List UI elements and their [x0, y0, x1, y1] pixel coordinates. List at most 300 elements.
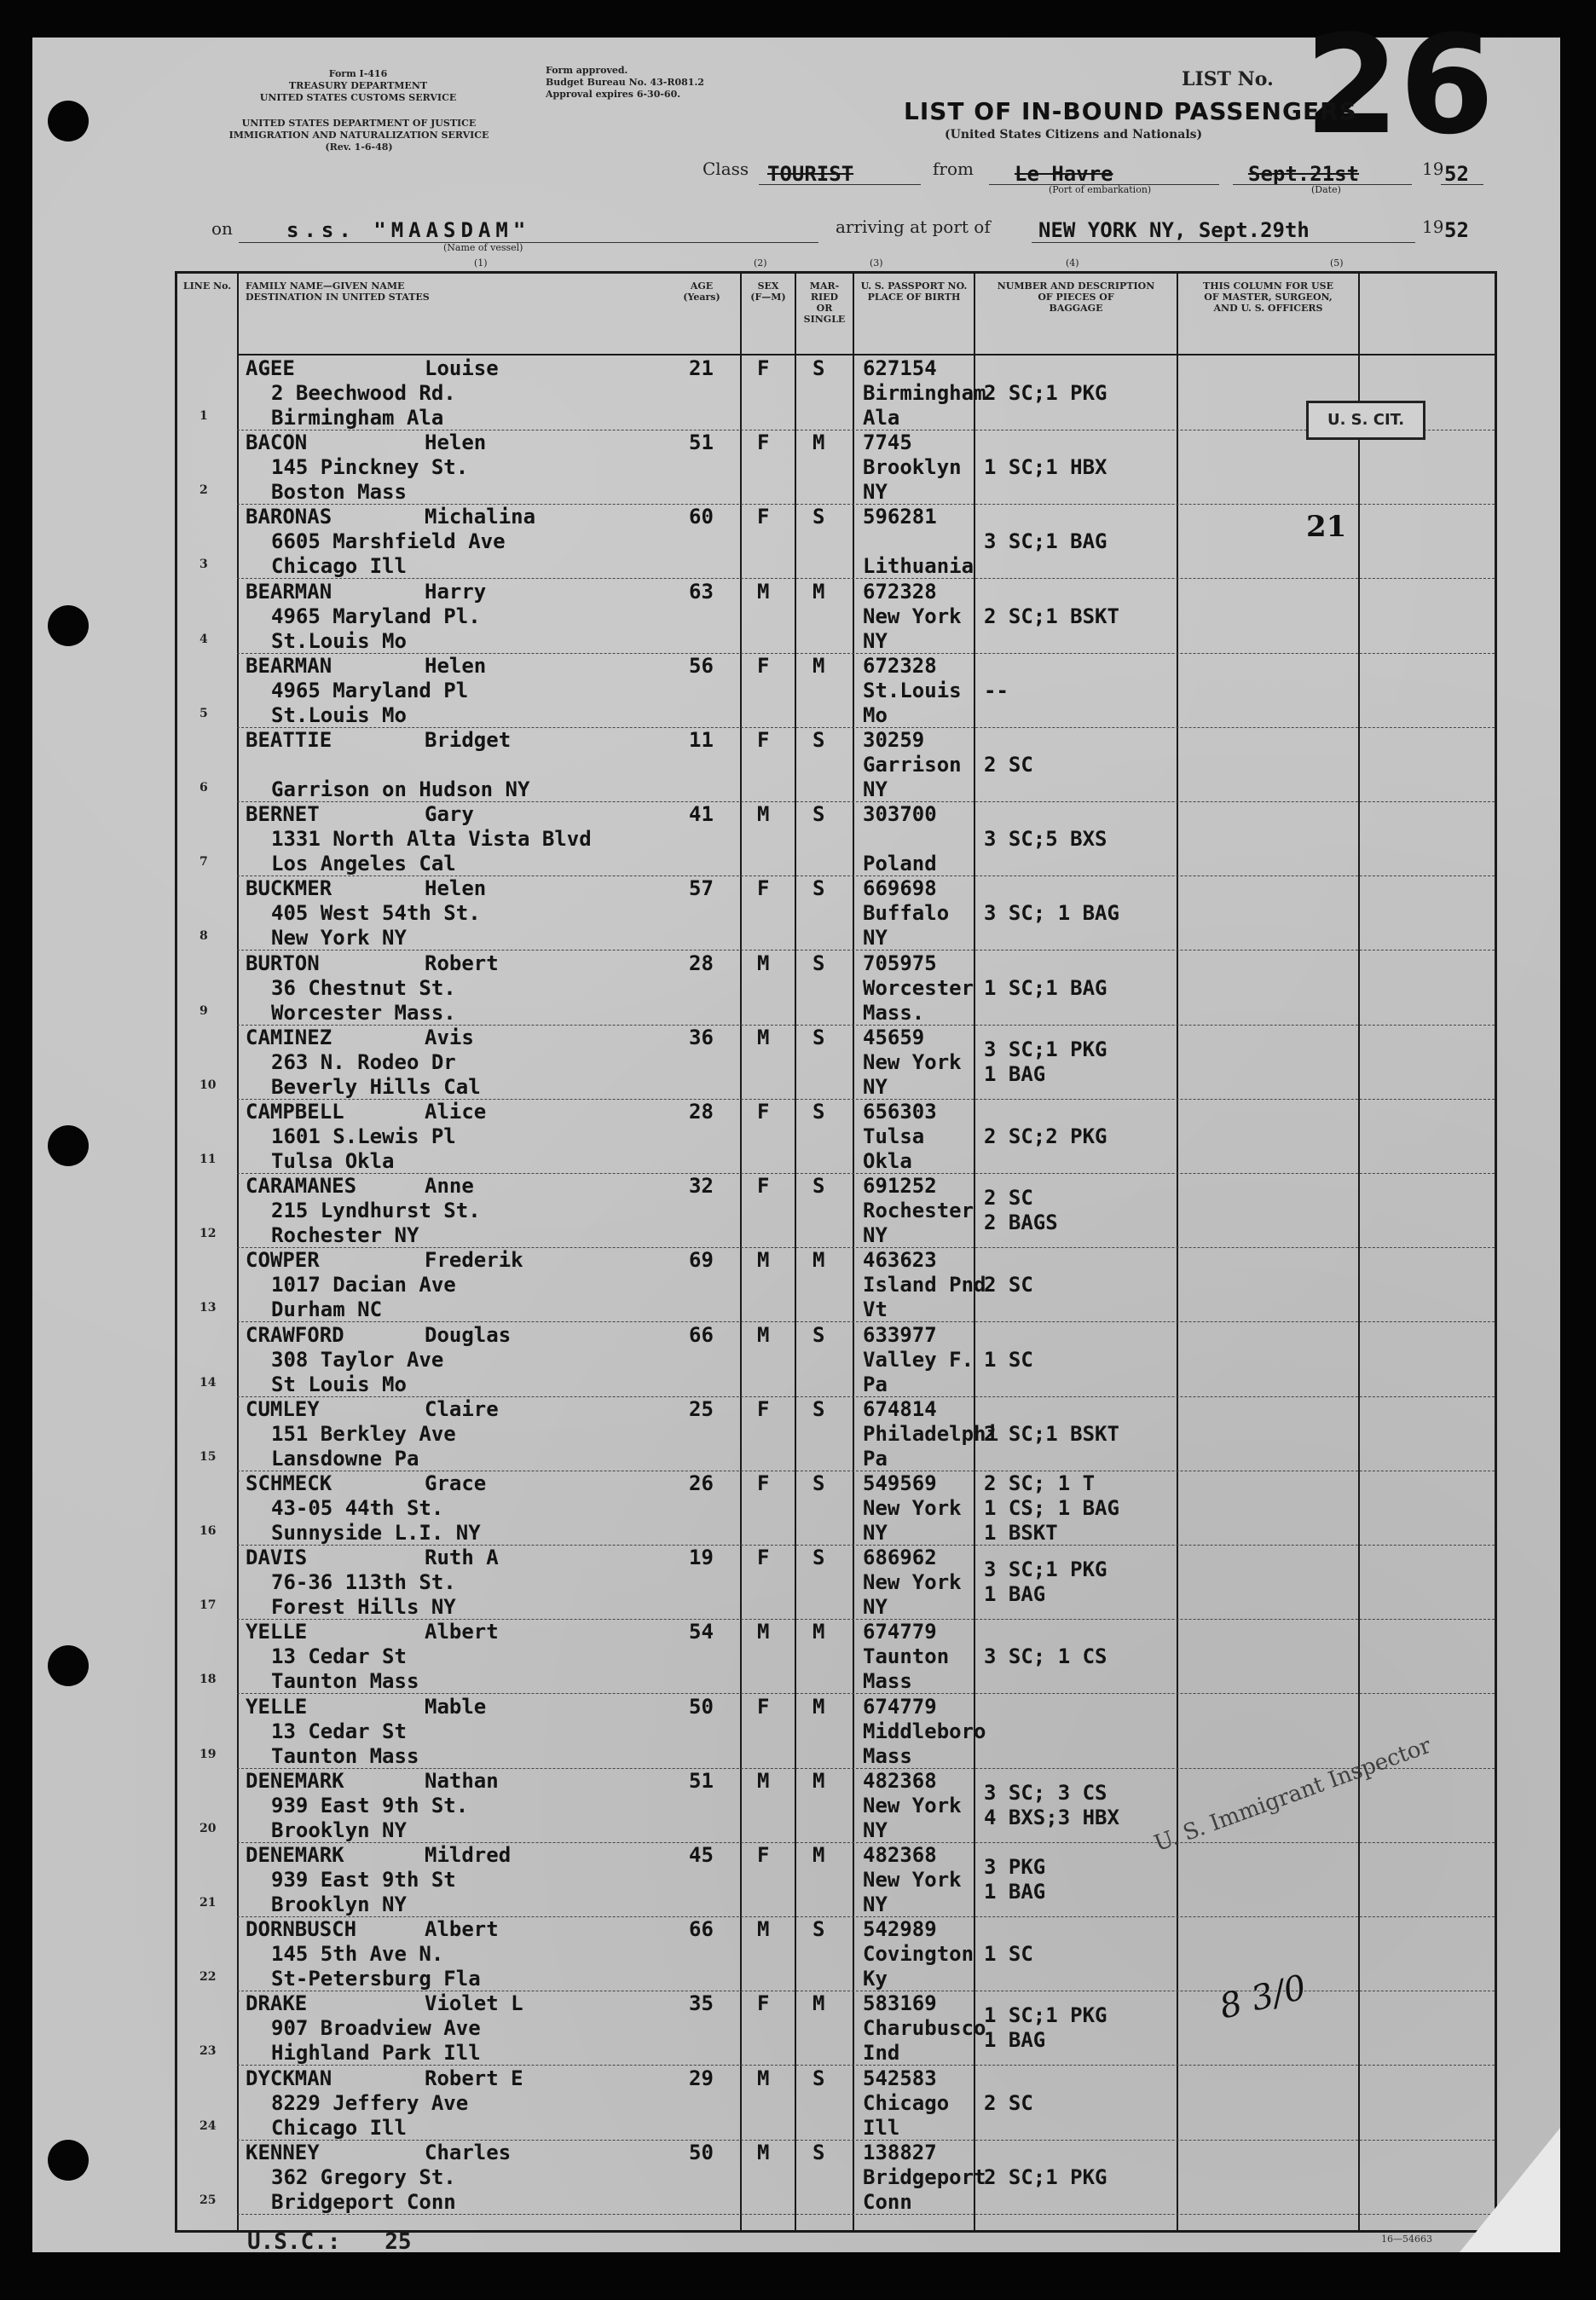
punch-hole [48, 1645, 89, 1686]
marital-status: M [812, 1620, 825, 1644]
destination-line: Los Angeles Cal [271, 852, 456, 876]
justice-dept: UNITED STATES DEPARTMENT OF JUSTICE [241, 118, 477, 129]
marital-status: S [812, 1025, 825, 1049]
passport-number: 705975 [863, 951, 937, 975]
birthplace-line: Ind [863, 2041, 900, 2066]
inspector-stamp: U. S. Immigrant Inspector [1151, 1732, 1435, 1858]
table-row [177, 2066, 1495, 2141]
sex: F [757, 356, 770, 380]
age: 35 [689, 1991, 714, 2016]
table-row [177, 1026, 1495, 1100]
sex: M [757, 1768, 770, 1793]
marital-status: S [812, 2140, 825, 2164]
baggage: 2 SC;2 PKG [984, 1124, 1107, 1148]
passport-number: 542583 [863, 2066, 937, 2090]
passport-number: 669698 [863, 876, 937, 901]
passport-number: 482368 [863, 1768, 937, 1793]
baggage: 1 CS; 1 BAG [984, 1496, 1119, 1520]
baggage: 4 BXS;3 HBX [984, 1805, 1119, 1829]
baggage: 3 SC;1 BAG [984, 529, 1107, 554]
marital-status: M [812, 1843, 825, 1867]
baggage: 3 SC;1 PKG [984, 1557, 1107, 1582]
address-line: 1331 North Alta Vista Blvd [271, 827, 592, 852]
baggage: 1 BSKT [984, 1521, 1058, 1545]
surname: CRAWFORD [246, 1322, 344, 1347]
marital-status: S [812, 356, 825, 380]
header-age: AGE (Years) [683, 280, 720, 303]
age: 50 [689, 1694, 714, 1719]
baggage: 2 SC [984, 2090, 1033, 2115]
line-number: 20 [200, 1821, 217, 1835]
line-number: 2 [200, 483, 208, 498]
birthplace-line: Mass [863, 1669, 912, 1694]
birthplace-line: Lithuania [863, 554, 974, 579]
given-name: Alice [425, 1100, 487, 1124]
age: 50 [689, 2140, 714, 2164]
age: 63 [689, 579, 714, 604]
table-row [177, 2141, 1495, 2215]
class-value: TOURIST [767, 162, 854, 186]
destination-line: Bridgeport Conn [271, 2189, 456, 2214]
given-name: Ruth A [425, 1546, 499, 1570]
table-row [177, 728, 1495, 802]
birthplace-line: Birmingham [863, 381, 986, 405]
marital-status: S [812, 1100, 825, 1124]
destination-line: Sunnyside L.I. NY [271, 1521, 481, 1545]
age: 19 [689, 1546, 714, 1570]
baggage: 2 SC; 1 T [984, 1471, 1096, 1495]
birthplace-line: Okla [863, 1149, 912, 1173]
usc-total-value: 25 [385, 2229, 412, 2255]
birthplace-line: Buffalo [863, 901, 950, 926]
passport-number: 583169 [863, 1991, 937, 2016]
marital-status: S [812, 1471, 825, 1495]
birthplace-line: Garrison [863, 753, 962, 777]
approval-line: Form approved. [546, 65, 628, 76]
baggage: 2 SC;1 PKG [984, 381, 1107, 405]
destination-line: Highland Park Ill [271, 2041, 481, 2066]
line-number: 6 [200, 781, 208, 795]
destination-line: Rochester NY [271, 1223, 419, 1248]
line-number: 11 [200, 1153, 217, 1166]
birthplace-line: New York [863, 604, 962, 628]
header-line-no: LINE No. [182, 280, 232, 292]
address-line: 907 Broadview Ave [271, 2016, 481, 2041]
birthplace-line: New York [863, 1570, 962, 1595]
table-row [177, 1397, 1495, 1471]
header-rule [237, 354, 1495, 355]
birthplace-line: Ill [863, 2115, 900, 2140]
surname: DORNBUSCH [246, 1917, 357, 1942]
passport-number: 691252 [863, 1174, 937, 1199]
surname: AGEE [246, 356, 295, 380]
surname: BARONAS [246, 505, 332, 529]
line-number: 22 [200, 1970, 217, 1985]
destination-line: St-Petersburg Fla [271, 1967, 481, 1991]
passport-number: 596281 [863, 505, 937, 529]
age: 29 [689, 2066, 714, 2090]
address-line: 939 East 9th St. [271, 1793, 469, 1817]
passport-number: 45659 [863, 1025, 925, 1049]
marital-status: S [812, 951, 825, 975]
list-number: 26 [1304, 5, 1495, 165]
given-name: Claire [425, 1396, 499, 1421]
age: 51 [689, 1768, 714, 1793]
justice-block [167, 118, 551, 153]
birthplace-line: Ky [863, 1967, 888, 1991]
line-number: 10 [200, 1078, 217, 1092]
destination-line: Worcester Mass. [271, 1000, 456, 1025]
birthplace-line: NY [863, 926, 888, 951]
passport-number: 542989 [863, 1917, 937, 1942]
approval-block [546, 65, 733, 101]
birthplace-line: Pa [863, 1446, 888, 1471]
sex: F [757, 1100, 770, 1124]
given-name: Louise [425, 356, 499, 380]
line-number: 12 [200, 1227, 217, 1241]
baggage: 2 SC [984, 753, 1033, 777]
line-number: 21 [200, 1896, 217, 1910]
table-row [177, 505, 1495, 579]
passport-number: 686962 [863, 1546, 937, 1570]
marital-status: M [812, 1768, 825, 1793]
baggage: 3 SC;5 BXS [984, 827, 1107, 852]
age: 66 [689, 1322, 714, 1347]
passport-number: 482368 [863, 1843, 937, 1867]
passport-number: 674814 [863, 1396, 937, 1421]
birthplace-line: Conn [863, 2189, 912, 2214]
arriving-label: arriving at port of [836, 217, 991, 237]
address-line: 36 Chestnut St. [271, 975, 456, 1000]
age: 25 [689, 1396, 714, 1421]
baggage: 1 BAG [984, 2028, 1046, 2053]
line-number: 3 [200, 558, 208, 572]
line-number: 23 [200, 2044, 217, 2059]
year-value: 52 [1444, 162, 1469, 186]
table-row [177, 1100, 1495, 1174]
departure-date: Sept.21st [1248, 162, 1360, 186]
birthplace-line: Poland [863, 852, 937, 876]
destination-line: Boston Mass [271, 480, 407, 505]
surname: SCHMECK [246, 1471, 332, 1495]
passport-number: 7745 [863, 431, 912, 455]
passport-number: 138827 [863, 2140, 937, 2164]
year-prefix: 19 [1422, 159, 1444, 179]
destination-line: Chicago Ill [271, 554, 407, 579]
address-line: 939 East 9th St [271, 1868, 456, 1892]
age: 54 [689, 1620, 714, 1644]
given-name: Mable [425, 1694, 487, 1719]
baggage: -- [984, 678, 1009, 702]
address-line: 4965 Maryland Pl [271, 678, 469, 702]
given-name: Helen [425, 876, 487, 901]
surname: DAVIS [246, 1546, 308, 1570]
address-line: 362 Gregory St. [271, 2164, 456, 2189]
approval-line: Approval expires 6-30-60. [546, 89, 681, 100]
table-row [177, 431, 1495, 505]
baggage: 1 BAG [984, 1880, 1046, 1904]
marital-status: S [812, 728, 825, 752]
age: 11 [689, 728, 714, 752]
surname: CAMINEZ [246, 1025, 332, 1049]
birthplace-line: Philadelphi [863, 1421, 998, 1446]
baggage: 1 BAG [984, 1582, 1046, 1607]
destination-line: Durham NC [271, 1297, 383, 1322]
destination-line: Taunton Mass [271, 1743, 419, 1768]
given-name: Helen [425, 653, 487, 678]
surname: KENNEY [246, 2140, 320, 2164]
line-number: 5 [200, 706, 208, 720]
punch-hole [48, 1125, 89, 1166]
given-name: Grace [425, 1471, 487, 1495]
destination-line: Chicago Ill [271, 2115, 407, 2140]
sex: M [757, 2066, 770, 2090]
surname: DENEMARK [246, 1768, 344, 1793]
address-line: 8229 Jeffery Ave [271, 2090, 469, 2115]
destination-line: St.Louis Mo [271, 702, 407, 727]
from-label: from [933, 159, 974, 179]
header-married-single: MAR- RIED OR SINGLE [803, 280, 846, 325]
address-line: 13 Cedar St [271, 1719, 407, 1743]
sex: F [757, 1471, 770, 1495]
address-line: 263 N. Rodeo Dr [271, 1049, 456, 1074]
line-number: 17 [200, 1598, 217, 1613]
sex: F [757, 1546, 770, 1570]
birthplace-line: NY [863, 1893, 888, 1916]
given-name: Frederik [425, 1248, 523, 1273]
sex: M [757, 951, 770, 975]
surname: YELLE [246, 1694, 308, 1719]
surname: CAMPBELL [246, 1100, 344, 1124]
sex: M [757, 579, 770, 604]
table-row [177, 1843, 1495, 1917]
given-name: Harry [425, 579, 487, 604]
given-name: Gary [425, 802, 474, 827]
baggage: 1 BAG [984, 1061, 1046, 1086]
form-id-block [256, 68, 460, 104]
sex: F [757, 1174, 770, 1199]
given-name: Anne [425, 1174, 474, 1199]
passport-number: 30259 [863, 728, 925, 752]
baggage: 1 SC;1 PKG [984, 2003, 1107, 2028]
column-number: (4) [1066, 257, 1079, 269]
line-number: 9 [200, 1003, 208, 1018]
header-officers-use: THIS COLUMN FOR USE OF MASTER, SURGEON, AND U. S. OFFICERS [1203, 280, 1333, 314]
marital-status: M [812, 653, 825, 678]
passport-number: 672328 [863, 579, 937, 604]
passport-number: 672328 [863, 653, 937, 678]
birthplace-line: Island Pnd [863, 1273, 986, 1297]
address-line: 145 Pinckney St. [271, 455, 469, 480]
address-line: 215 Lyndhurst St. [271, 1199, 481, 1223]
form-number: Form I-416 [328, 68, 388, 79]
age: 26 [689, 1471, 714, 1495]
table-row [177, 1695, 1495, 1769]
sex: M [757, 1025, 770, 1049]
table-row [177, 1323, 1495, 1397]
passport-number: 656303 [863, 1100, 937, 1124]
vessel-caption: (Name of vessel) [443, 242, 523, 253]
arrival-port-date: NEW YORK NY, Sept.29th [1038, 218, 1310, 242]
line-number: 1 [200, 409, 208, 423]
address-line: 151 Berkley Ave [271, 1421, 456, 1446]
surname: BURTON [246, 951, 320, 975]
sex: M [757, 1322, 770, 1347]
birthplace-line: Mass. [863, 1000, 925, 1025]
marital-status: S [812, 1396, 825, 1421]
header-passport-birthplace: U. S. PASSPORT NO. PLACE OF BIRTH [860, 280, 968, 303]
marital-status: S [812, 1322, 825, 1347]
rule [239, 242, 818, 243]
row-divider [237, 2214, 1495, 2215]
marital-status: S [812, 876, 825, 901]
date-caption: (Date) [1311, 184, 1341, 195]
baggage: 3 SC; 3 CS [984, 1780, 1107, 1805]
on-label: on [211, 218, 233, 239]
birthplace-line: NY [863, 1074, 888, 1099]
destination-line: Garrison on Hudson NY [271, 777, 530, 801]
age: 21 [689, 356, 714, 380]
punch-hole [48, 605, 89, 646]
birthplace-line: Ala [863, 406, 900, 430]
sex: F [757, 505, 770, 529]
given-name: Albert [425, 1620, 499, 1644]
year-prefix: 19 [1422, 217, 1444, 237]
sex: F [757, 431, 770, 455]
baggage: 2 SC;1 PKG [984, 2164, 1107, 2189]
surname: BERNET [246, 802, 320, 827]
birthplace-line: Bridgeport [863, 2164, 986, 2189]
destination-line: New York NY [271, 926, 407, 951]
marital-status: M [812, 1991, 825, 2016]
birthplace-line: NY [863, 1223, 888, 1248]
class-label: Class [703, 159, 749, 179]
birthplace-line: New York [863, 1049, 962, 1074]
table-row [177, 1174, 1495, 1248]
address-line: 43-05 44th St. [271, 1496, 444, 1520]
age: 51 [689, 431, 714, 455]
passport-number: 633977 [863, 1322, 937, 1347]
sex: F [757, 876, 770, 901]
birthplace-line: Charubusco [863, 2016, 986, 2041]
surname: BACON [246, 431, 308, 455]
given-name: Nathan [425, 1768, 499, 1793]
birthplace-line: Middleboro [863, 1719, 986, 1743]
ins-service: IMMIGRATION AND NATURALIZATION SERVICE [228, 130, 489, 141]
birthplace-line: NY [863, 1595, 888, 1620]
passport-number: 549569 [863, 1471, 937, 1495]
rule [759, 184, 921, 185]
age: 41 [689, 802, 714, 827]
table-row [177, 1546, 1495, 1620]
given-name: Robert [425, 951, 499, 975]
address-line: 2 Beechwood Rd. [271, 381, 456, 405]
passport-number: 303700 [863, 802, 937, 827]
baggage: 2 SC [984, 1273, 1033, 1297]
sex: F [757, 653, 770, 678]
table-row [177, 1471, 1495, 1546]
destination-line: Taunton Mass [271, 1669, 419, 1694]
baggage: 2 SC [984, 1186, 1033, 1211]
birthplace-line: Worcester [863, 975, 974, 1000]
usc-total [247, 2229, 412, 2255]
birthplace-line: Mo [863, 702, 888, 727]
line-number: 25 [200, 2193, 217, 2207]
passport-number: 463623 [863, 1248, 937, 1273]
birthplace-line: Vt [863, 1297, 888, 1322]
table-row [177, 802, 1495, 876]
port-of-embarkation: Le Havre [1015, 162, 1113, 186]
vessel-name: s.s. "MAASDAM" [286, 218, 531, 242]
line-number: 19 [200, 1747, 217, 1761]
table-row [177, 580, 1495, 654]
inspector-signature: 8 3/0 [1215, 1968, 1310, 2027]
table-row [177, 1248, 1495, 1322]
baggage: 3 SC; 1 BAG [984, 901, 1119, 926]
given-name: Avis [425, 1025, 474, 1049]
line-number: 18 [200, 1673, 217, 1687]
baggage: 2 SC;1 BSKT [984, 1421, 1119, 1446]
birthplace-line: NY [863, 480, 888, 505]
list-number-label: LIST No. [1182, 68, 1274, 90]
destination-line: Forest Hills NY [271, 1595, 456, 1620]
birthplace-line: Mass [863, 1743, 912, 1768]
given-name: Robert E [425, 2066, 523, 2090]
baggage: 3 SC;1 PKG [984, 1037, 1107, 1061]
destination-line: Birmingham Ala [271, 406, 444, 430]
birthplace-line: NY [863, 1817, 888, 1842]
age: 45 [689, 1843, 714, 1867]
column-number: (1) [474, 257, 488, 269]
given-name: Charles [425, 2140, 512, 2164]
passport-number: 674779 [863, 1620, 937, 1644]
department-name: TREASURY DEPARTMENT [288, 80, 428, 91]
table-row [177, 1620, 1495, 1694]
destination-line: Brooklyn NY [271, 1817, 407, 1842]
surname: CARAMANES [246, 1174, 357, 1199]
sex: M [757, 1248, 770, 1273]
punch-hole [48, 101, 89, 142]
age: 28 [689, 951, 714, 975]
birthplace-line: St.Louis [863, 678, 962, 702]
given-name: Helen [425, 431, 487, 455]
address-line: 308 Taylor Ave [271, 1347, 444, 1372]
age: 36 [689, 1025, 714, 1049]
passenger-table [175, 271, 1497, 2233]
handwritten-count: 21 [1306, 510, 1347, 544]
birthplace-line: Covington [863, 1942, 974, 1967]
approval-line: Budget Bureau No. 43-R081.2 [546, 77, 704, 88]
us-citizen-stamp: U. S. CIT. [1306, 401, 1425, 440]
address-line: 1017 Dacian Ave [271, 1273, 456, 1297]
line-number: 8 [200, 929, 208, 944]
birthplace-line: Chicago [863, 2090, 950, 2115]
destination-line: Brooklyn NY [271, 1893, 407, 1916]
revision: (Rev. 1-6-48) [325, 142, 393, 153]
address-line: 1601 S.Lewis Pl [271, 1124, 456, 1148]
form-code: 16—54663 [1381, 2234, 1432, 2245]
age: 57 [689, 876, 714, 901]
destination-line: Lansdowne Pa [271, 1446, 419, 1471]
marital-status: S [812, 802, 825, 827]
given-name: Bridget [425, 728, 512, 752]
age: 56 [689, 653, 714, 678]
destination-line: St.Louis Mo [271, 628, 407, 653]
birthplace-line: NY [863, 1521, 888, 1545]
age: 60 [689, 505, 714, 529]
baggage: 2 BAGS [984, 1211, 1058, 1235]
marital-status: S [812, 505, 825, 529]
